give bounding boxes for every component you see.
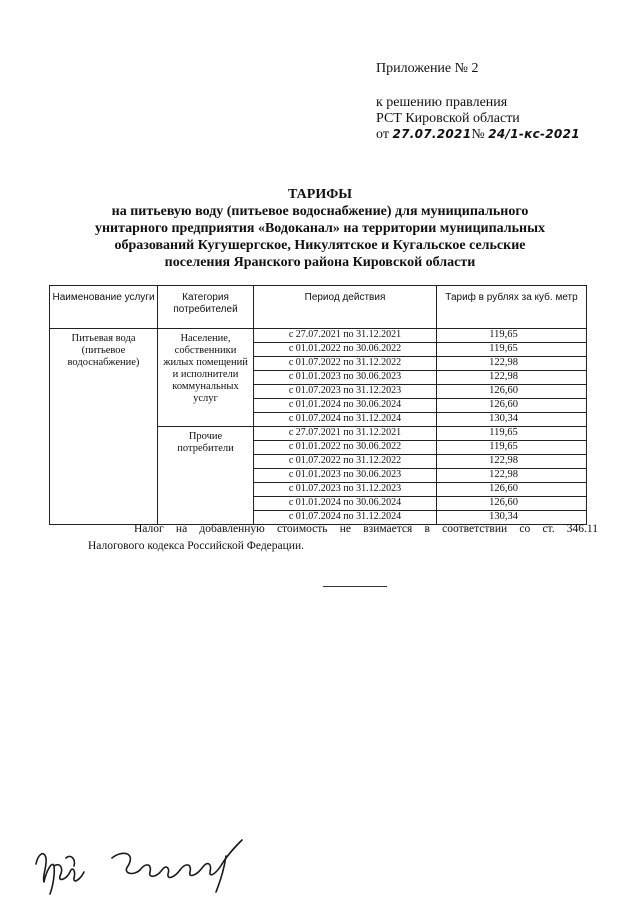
tariff-cell: 119,65: [437, 329, 587, 343]
tariff-cell: 122,98: [437, 371, 587, 385]
tariff-cell: 122,98: [437, 357, 587, 371]
period-cell: с 01.01.2023 по 30.06.2023: [254, 469, 437, 483]
period-cell: с 01.07.2024 по 31.12.2024: [254, 511, 437, 525]
handwritten-date: 27.07.2021: [392, 127, 472, 141]
tariff-cell: 119,65: [437, 427, 587, 441]
category-cell-population: Население, собственники жилых помещений и исполнители коммунальных услуг: [158, 329, 254, 427]
tax-note-line-1: Налог на добавленную стоимость не взимается в соответствии со ст. 346.11: [134, 523, 598, 535]
doc-title: ТАРИФЫ: [288, 187, 352, 202]
tariff-cell: 122,98: [437, 469, 587, 483]
header-service: Наименование услуги: [50, 286, 158, 329]
tariff-cell: 126,60: [437, 483, 587, 497]
doc-subtitle-line-1: на питьевую воду (питьевое водоснабжение) для муниципального: [111, 204, 529, 219]
number-sign: №: [471, 127, 485, 142]
period-cell: с 01.07.2023 по 31.12.2023: [254, 385, 437, 399]
tax-note: [88, 521, 598, 555]
doc-subtitle-line-3: образований Кугушергское, Никулятское и Кугальское сельские: [114, 238, 526, 253]
appendix-line-1: к решению правления: [376, 95, 508, 110]
handwritten-signature: [30, 836, 245, 898]
separator-line: [323, 586, 387, 587]
period-cell: с 27.07.2021 по 31.12.2021: [254, 427, 437, 441]
period-cell: с 01.07.2022 по 31.12.2022: [254, 455, 437, 469]
tariff-table: [49, 285, 587, 525]
tariff-cell: 130,34: [437, 511, 587, 525]
doc-subtitle-line-2: унитарного предприятия «Водоканал» на территории муниципальных: [94, 221, 546, 236]
period-cell: с 01.07.2024 по 31.12.2024: [254, 413, 437, 427]
period-cell: с 01.07.2023 по 31.12.2023: [254, 483, 437, 497]
header-category: Категория потребителей: [158, 286, 254, 329]
appendix-line-2: РСТ Кировской области: [376, 111, 520, 126]
header-tariff: Тариф в рублях за куб. метр: [437, 286, 587, 329]
period-cell: с 01.01.2022 по 30.06.2022: [254, 441, 437, 455]
appendix-date-line: [376, 126, 580, 143]
tariff-cell: 130,34: [437, 413, 587, 427]
tariff-cell: 119,65: [437, 441, 587, 455]
from-prefix: от: [376, 127, 389, 142]
table-header-row: [50, 286, 587, 329]
doc-subtitle-line-4: поселения Яранского района Кировской области: [164, 255, 476, 270]
period-cell: с 01.01.2022 по 30.06.2022: [254, 343, 437, 357]
tariff-cell: 122,98: [437, 455, 587, 469]
tariff-cell: 126,60: [437, 497, 587, 511]
service-cell: Питьевая вода (питьевое водоснабжение): [50, 329, 158, 525]
handwritten-decision-number: 24/1-кс-2021: [488, 127, 580, 141]
tax-note-line-2: Налогового кодекса Российской Федерации.: [88, 540, 304, 552]
tariff-cell: 126,60: [437, 385, 587, 399]
period-cell: с 01.07.2022 по 31.12.2022: [254, 357, 437, 371]
table-row: [50, 329, 587, 343]
tariff-cell: 126,60: [437, 399, 587, 413]
appendix-title: Приложение № 2: [376, 61, 479, 76]
tariff-cell: 119,65: [437, 343, 587, 357]
period-cell: с 01.01.2023 по 30.06.2023: [254, 371, 437, 385]
period-cell: с 01.01.2024 по 30.06.2024: [254, 399, 437, 413]
category-cell-other: Прочие потребители: [158, 427, 254, 525]
period-cell: с 27.07.2021 по 31.12.2021: [254, 329, 437, 343]
header-period: Период действия: [254, 286, 437, 329]
period-cell: с 01.01.2024 по 30.06.2024: [254, 497, 437, 511]
